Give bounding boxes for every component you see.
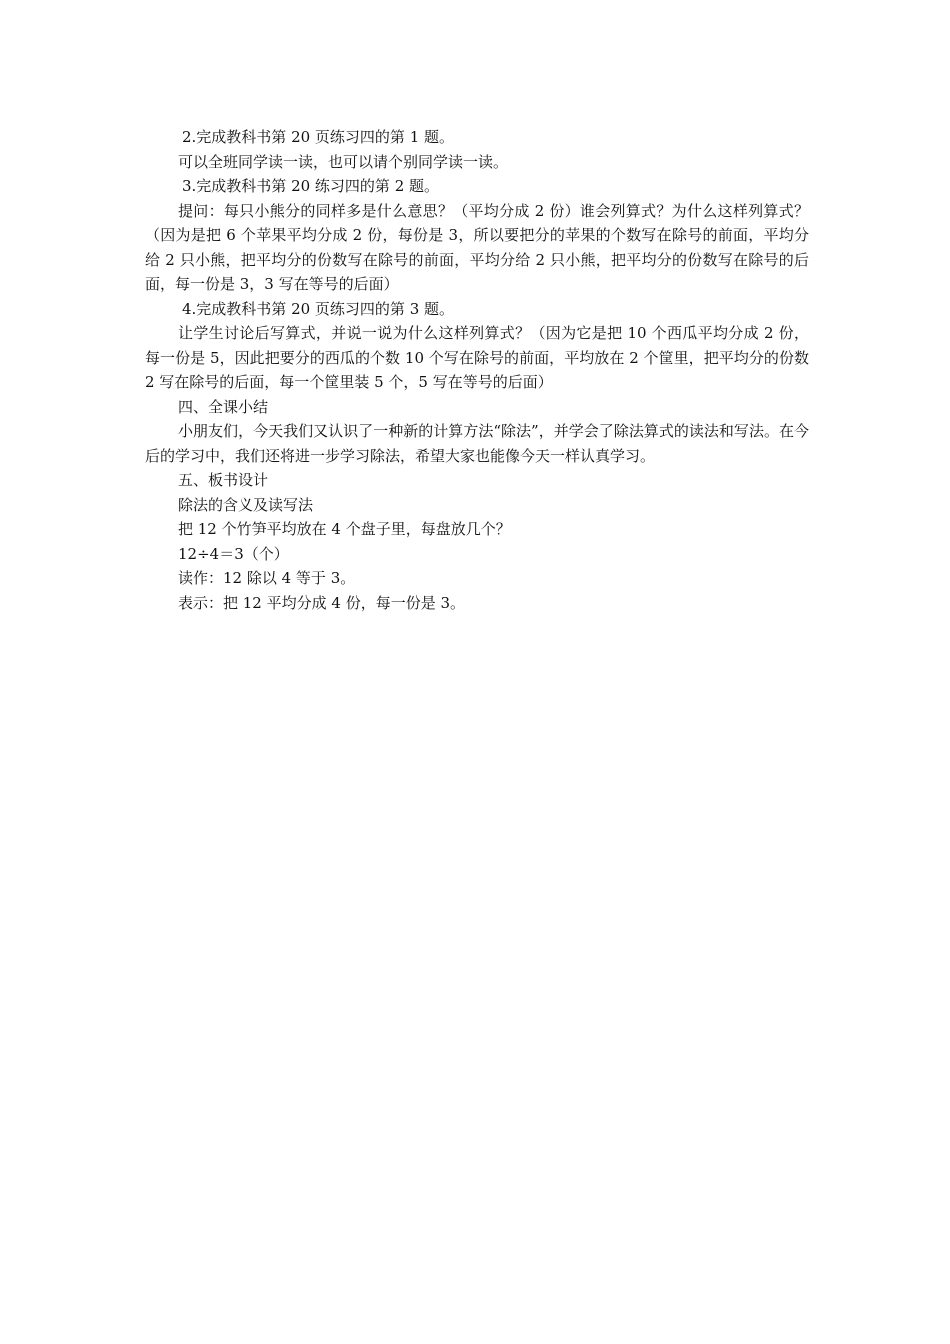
question-paragraph: 提问：每只小熊分的同样多是什么意思？（平均分成 2 份）谁会列算式？为什么这样列算式？（因为是把 6 个苹果平均分成 2 份，每份是 3，所以要把分的苹果的个数写在除号的前面，平均分给 2 只小熊，把平均分的份数写在除号的前面，平均分给 2 只小熊，把平均分的份数写在除号的后面，每一份是 3，3 写在等号的后面） [145,201,809,293]
board-problem: 把 12 个竹笋平均放在 4 个盘子里，每盘放几个？ [178,520,511,538]
summary-paragraph: 小朋友们，今天我们又认识了一种新的计算方法“除法”，并学会了除法算式的读法和写法。在今后的学习中，我们还将进一步学习除法，希望大家也能像今天一样认真学习。 [145,422,809,465]
section-heading-board-design: 五、板书设计 [178,471,269,489]
instruction-paragraph: 可以全班同学读一读，也可以请个别同学读一读。 [178,152,509,171]
discussion-paragraph: 让学生讨论后写算式，并说一说为什么这样列算式？（因为它是把 10 个西瓜平均分成 2 份，每一份是 5，因此把要分的西瓜的个数 10 个写在除号的前面，平均放在 2 个筐里，把平均分的份数 2 写在除号的后面，每一个筐里装 5 个，5 写在等号的后面） [145,324,809,391]
board-title: 除法的含义及读写法 [178,495,314,514]
exercise-item-4: 4.完成教科书第 20 页练习四的第 3 题。 [182,299,455,318]
document-body [145,125,809,615]
board-equation: 12÷4＝3（个） [178,544,289,563]
section-heading-summary: 四、全课小结 [178,397,269,416]
exercise-item-2: 2.完成教科书第 20 页练习四的第 1 题。 [182,128,455,146]
exercise-item-3: 3.完成教科书第 20 练习四的第 2 题。 [182,177,440,195]
board-meaning: 表示：把 12 平均分成 4 份，每一份是 3。 [178,593,466,612]
board-reading: 读作：12 除以 4 等于 3。 [178,569,356,587]
